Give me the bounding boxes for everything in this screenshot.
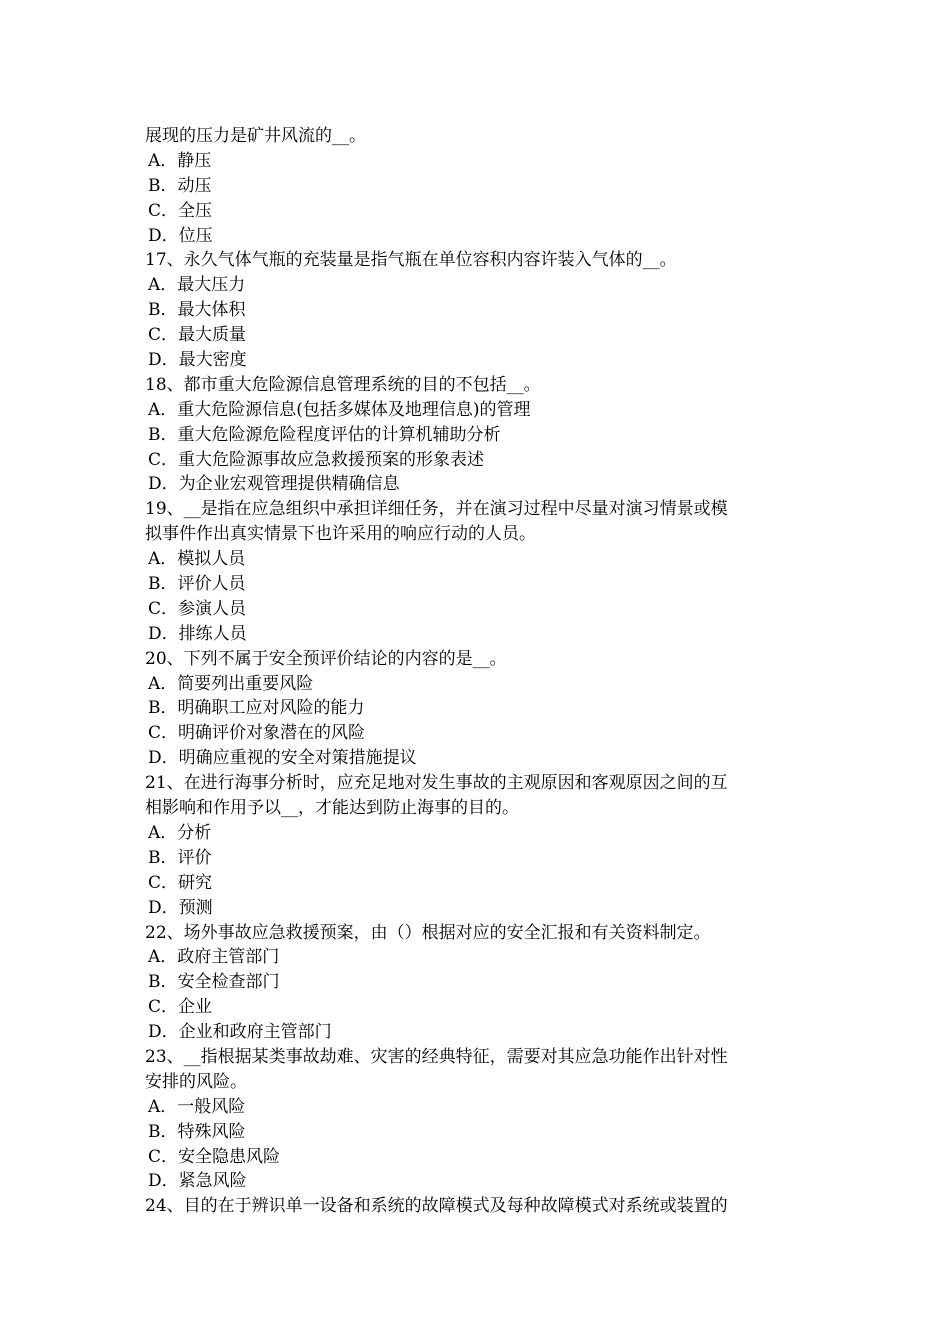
option-a: A．静压 — [148, 150, 212, 171]
question-stem: 17、永久气体气瓶的充装量是指气瓶在单位容积内容许装入气体的__。 — [145, 250, 677, 271]
option-a: A．重大危险源信息(包括多媒体及地理信息)的管理 — [148, 399, 531, 420]
question-17 — [145, 248, 825, 372]
question-21 — [145, 771, 825, 920]
question-24 — [145, 1194, 825, 1219]
question-19 — [145, 497, 825, 646]
option-b: B．安全检查部门 — [148, 972, 280, 993]
option-d: D．紧急风险 — [148, 1171, 247, 1192]
option-b: B．特殊风险 — [148, 1121, 246, 1142]
question-stem-line-2: 拟事件作出真实情景下也许采用的响应行动的人员。 — [145, 524, 536, 545]
option-a: A．政府主管部门 — [148, 947, 280, 968]
option-a: A．模拟人员 — [148, 549, 246, 570]
option-b: B．动压 — [148, 175, 212, 196]
option-b: B．明确职工应对风险的能力 — [148, 698, 365, 719]
option-d: D．预测 — [148, 897, 213, 918]
question-stem-line-2: 相影响和作用予以__，才能达到防止海事的目的。 — [145, 798, 519, 819]
option-a: A．简要列出重要风险 — [148, 673, 314, 694]
option-a: A．分析 — [148, 822, 212, 843]
option-d: D．明确应重视的安全对策措施提议 — [148, 748, 417, 769]
question-stem: 22、场外事故应急救援预案，由（）根据对应的安全汇报和有关资料制定。 — [145, 922, 711, 943]
question-stem-line-1: 23、__指根据某类事故劫难、灾害的经典特征，需要对其应急功能作出针对性 — [145, 1046, 728, 1067]
option-b: B．评价人员 — [148, 574, 246, 595]
option-c: C．全压 — [148, 200, 213, 221]
question-fragment — [145, 124, 825, 248]
option-a: A．一般风险 — [148, 1096, 246, 1117]
option-d: D．为企业宏观管理提供精确信息 — [148, 474, 400, 495]
question-23 — [145, 1045, 825, 1194]
option-c: C．研究 — [148, 872, 213, 893]
question-stem: 24、目的在于辨识单一设备和系统的故障模式及每种故障模式对系统或装置的 — [145, 1196, 728, 1217]
document-page — [145, 124, 825, 1219]
option-a: A．最大压力 — [148, 275, 246, 296]
question-stem: 20、下列不属于安全预评价结论的内容的是__。 — [145, 648, 507, 669]
option-c: C．重大危险源事故应急救援预案的形象表述 — [148, 449, 485, 470]
option-c: C．安全隐患风险 — [148, 1146, 281, 1167]
option-c: C．最大质量 — [148, 325, 247, 346]
option-b: B．最大体积 — [148, 300, 246, 321]
option-d: D．排练人员 — [148, 623, 247, 644]
question-stem: 18、都市重大危险源信息管理系统的目的不包括__。 — [145, 374, 541, 395]
question-stem-line-2: 安排的风险。 — [145, 1071, 247, 1092]
question-stem: 展现的压力是矿井风流的__。 — [145, 126, 366, 146]
option-b: B．重大危险源危险程度评估的计算机辅助分析 — [148, 424, 501, 445]
question-stem-line-1: 21、在进行海事分析时，应充足地对发生事故的主观原因和客观原因之间的互 — [145, 773, 728, 794]
question-22 — [145, 921, 825, 1045]
option-d: D．最大密度 — [148, 350, 247, 371]
question-18 — [145, 373, 825, 497]
option-c: C．明确评价对象潜在的风险 — [148, 723, 366, 744]
option-c: C．参演人员 — [148, 598, 247, 619]
option-c: C．企业 — [148, 997, 213, 1018]
option-d: D．位压 — [148, 225, 213, 246]
option-d: D．企业和政府主管部门 — [148, 1022, 332, 1043]
option-b: B．评价 — [148, 847, 212, 868]
question-20 — [145, 647, 825, 771]
question-stem-line-1: 19、__是指在应急组织中承担详细任务，并在演习过程中尽量对演习情景或模 — [145, 499, 728, 520]
